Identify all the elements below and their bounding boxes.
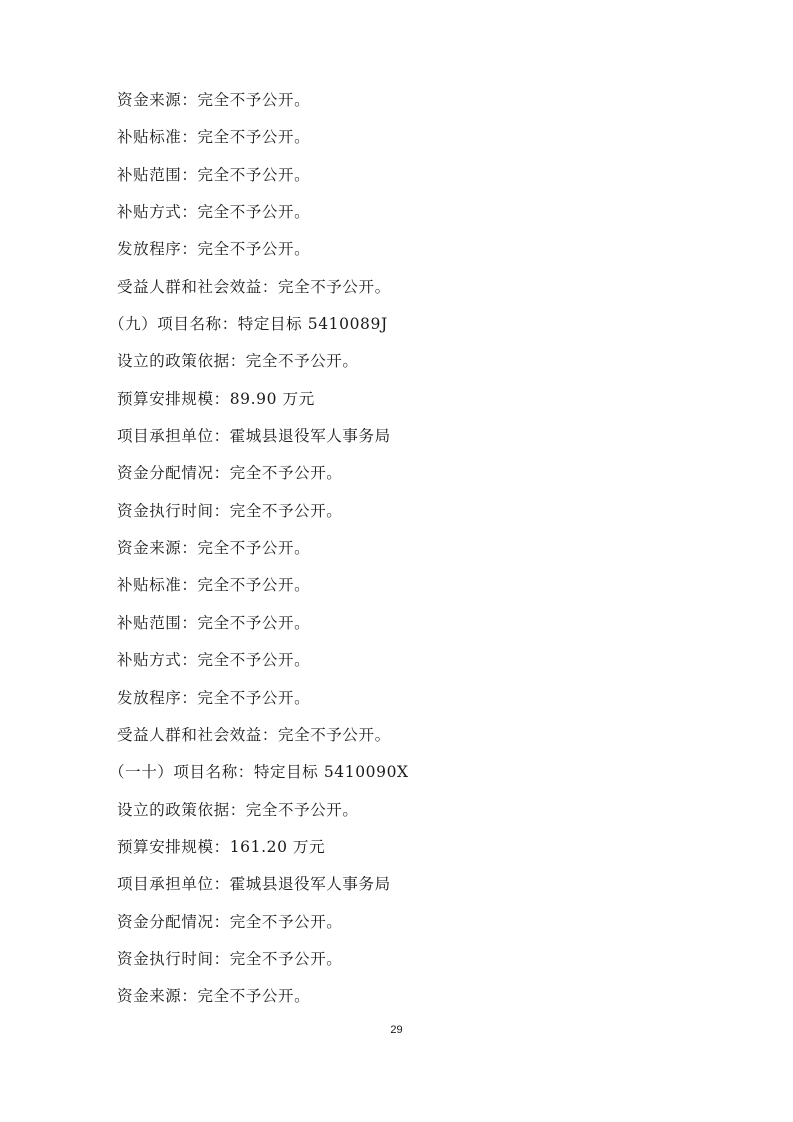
text-line: 发放程序：完全不予公开。 bbox=[117, 688, 311, 707]
text-line: 设立的政策依据：完全不予公开。 bbox=[117, 352, 359, 371]
text-line: 受益人群和社会效益：完全不予公开。 bbox=[117, 725, 391, 744]
project-heading: （一十）项目名称：特定目标 5410090X bbox=[109, 763, 409, 782]
text-line: 项目承担单位：霍城县退役军人事务局 bbox=[117, 875, 391, 894]
project-heading: （九）项目名称：特定目标 5410089J bbox=[109, 315, 388, 334]
text-line: 预算安排规模：89.90 万元 bbox=[117, 389, 315, 408]
text-line: 资金来源：完全不予公开。 bbox=[117, 539, 311, 558]
text-line: 补贴方式：完全不予公开。 bbox=[117, 651, 311, 670]
text-line: 预算安排规模：161.20 万元 bbox=[117, 837, 326, 856]
text-line: 资金执行时间：完全不予公开。 bbox=[117, 501, 343, 520]
text-line: 补贴范围：完全不予公开。 bbox=[117, 165, 311, 184]
text-line: 补贴范围：完全不予公开。 bbox=[117, 613, 311, 632]
text-line: 受益人群和社会效益：完全不予公开。 bbox=[117, 277, 391, 296]
text-line: 补贴标准：完全不予公开。 bbox=[117, 576, 311, 595]
text-line: 资金执行时间：完全不予公开。 bbox=[117, 949, 343, 968]
text-line: 资金分配情况：完全不予公开。 bbox=[117, 464, 343, 483]
text-line: 发放程序：完全不予公开。 bbox=[117, 240, 311, 259]
page-number: 29 bbox=[390, 1024, 403, 1036]
text-line: 补贴标准：完全不予公开。 bbox=[117, 128, 311, 147]
text-line: 项目承担单位：霍城县退役军人事务局 bbox=[117, 427, 391, 446]
text-line: 设立的政策依据：完全不予公开。 bbox=[117, 800, 359, 819]
text-line: 补贴方式：完全不予公开。 bbox=[117, 203, 311, 222]
text-line: 资金来源：完全不予公开。 bbox=[117, 91, 311, 109]
text-line: 资金来源：完全不予公开。 bbox=[117, 987, 311, 1006]
text-line: 资金分配情况：完全不予公开。 bbox=[117, 912, 343, 931]
body-text bbox=[109, 82, 717, 1016]
